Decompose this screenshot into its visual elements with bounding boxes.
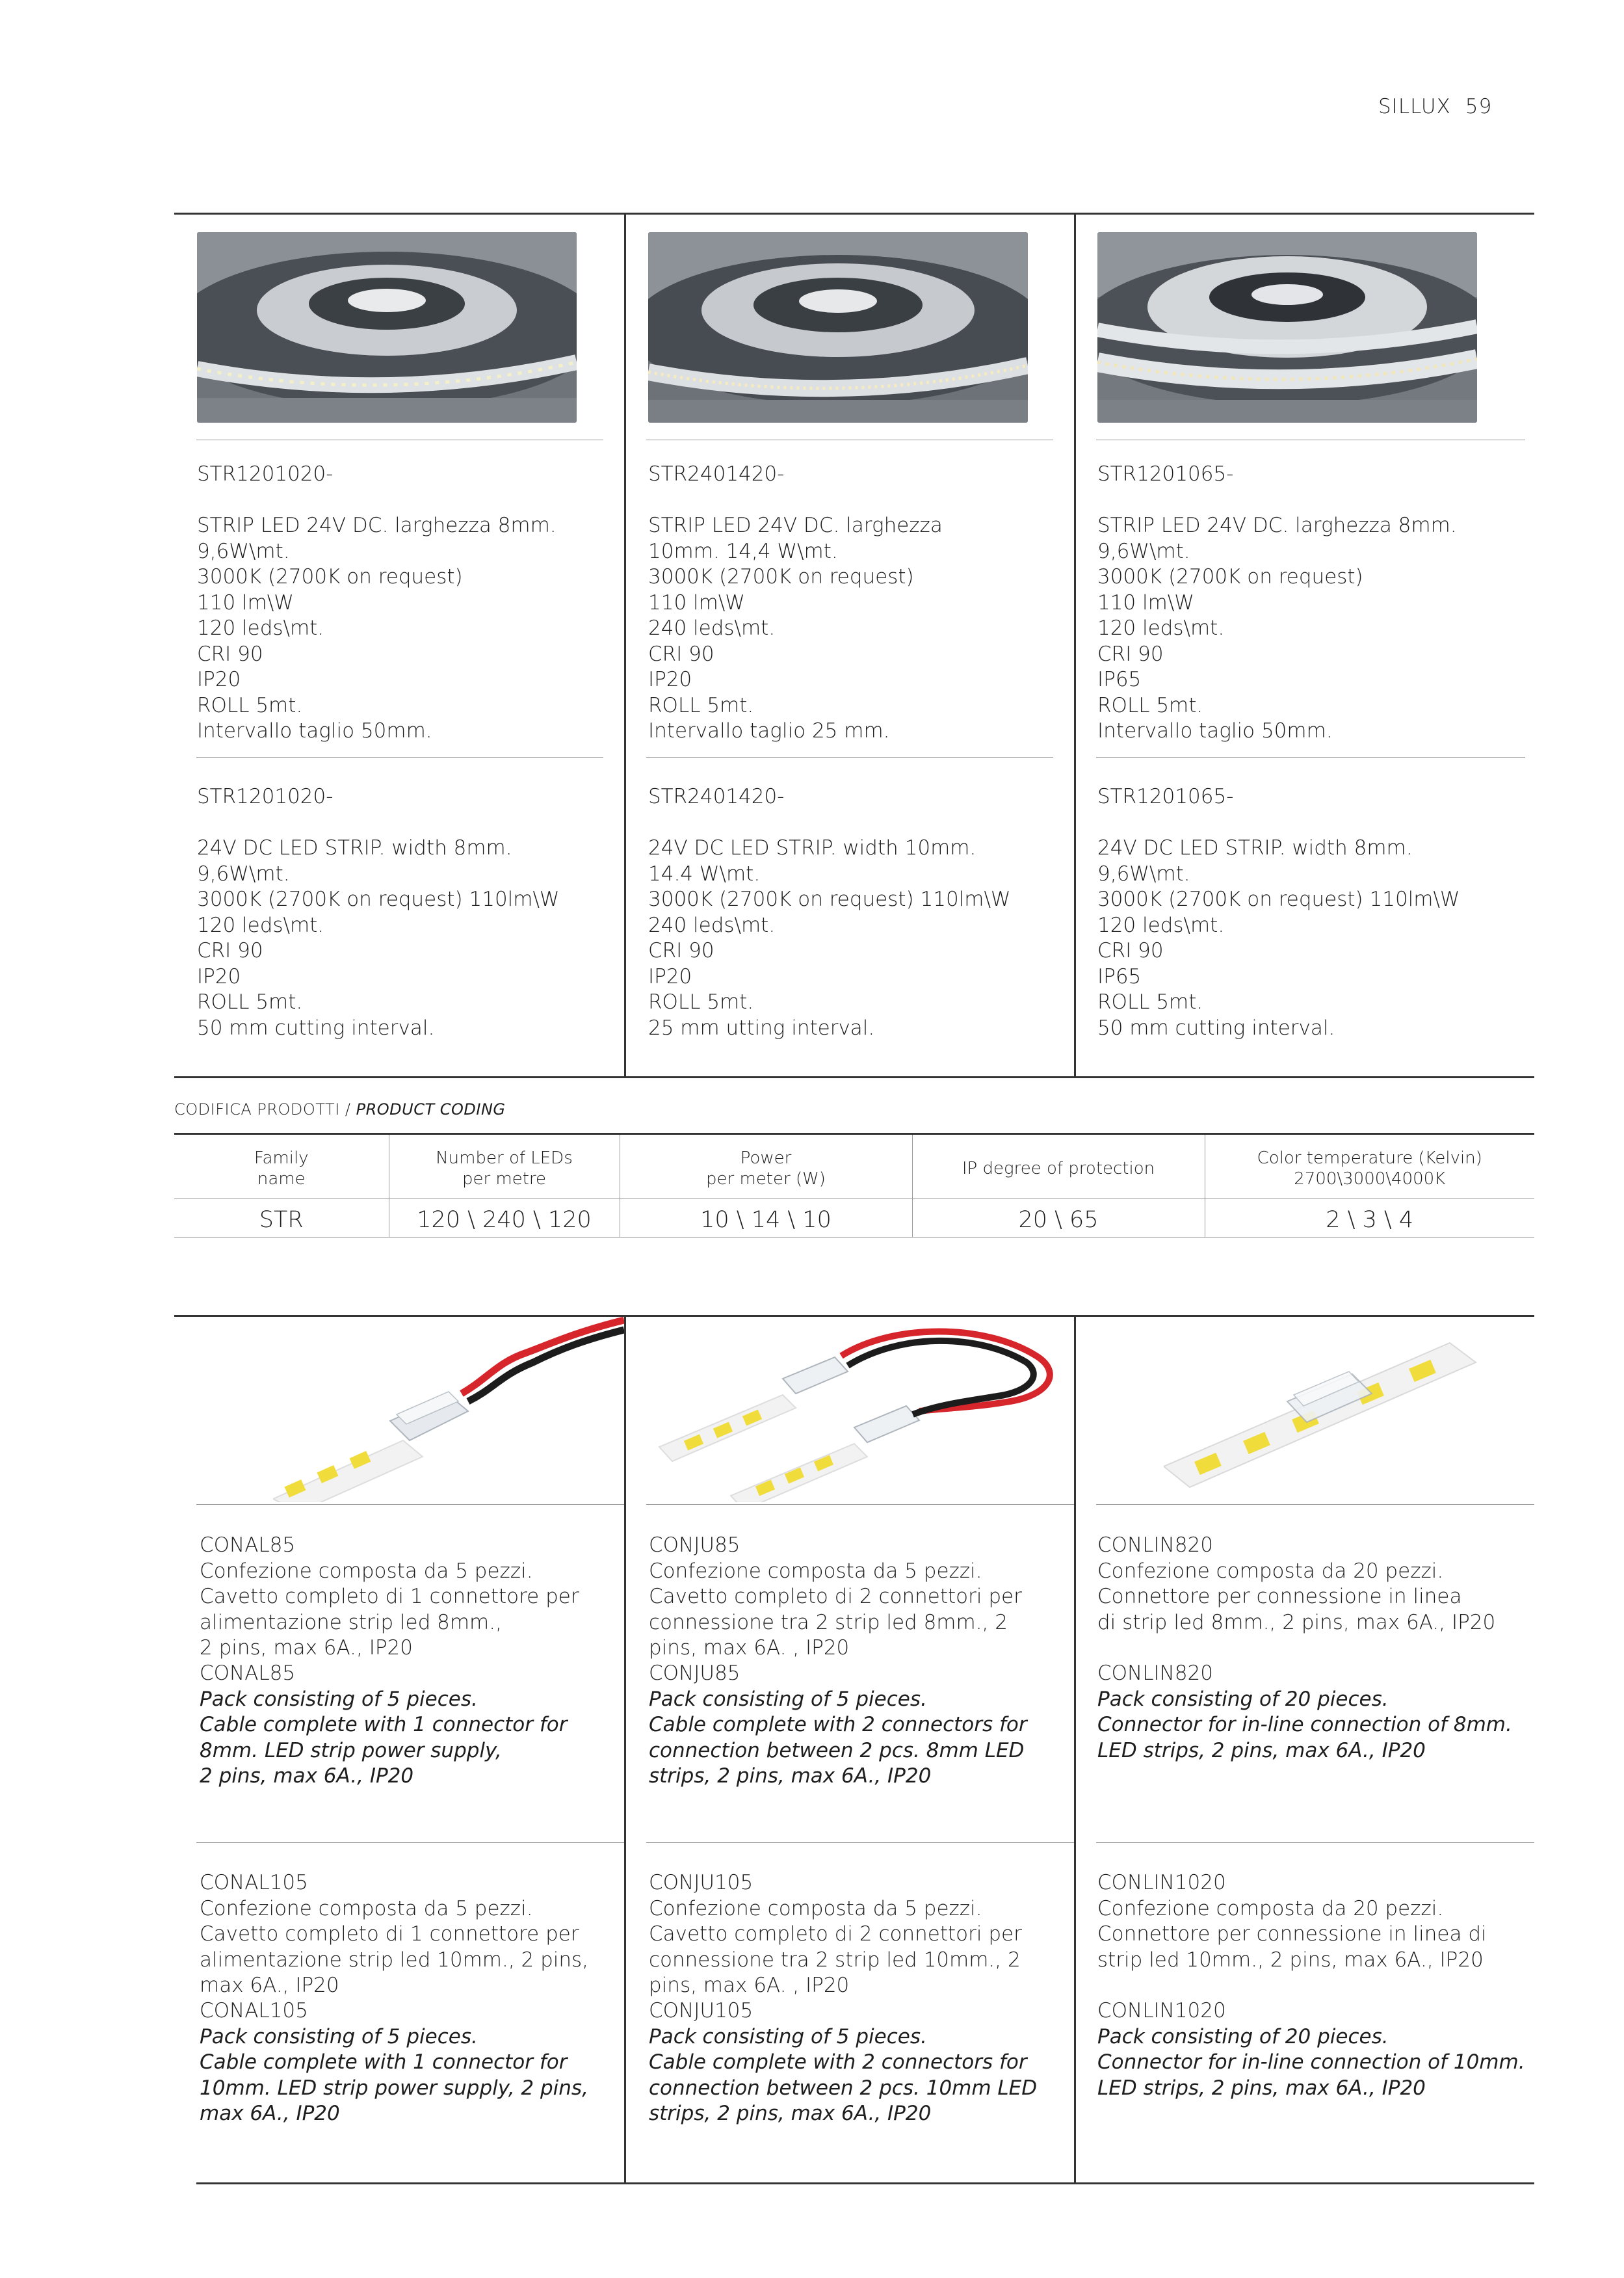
connector-block	[649, 1533, 1065, 1662]
connector-block	[1097, 1533, 1533, 1636]
product-description-en: 24V DC LED STRIP. width 8mm. 9,6W\mt. 3000K (2700K on request) 110lm\W 120 leds\mt. CRI 90 IP65 ROLL 5mt. 50 mm cutting interval.	[1097, 836, 1460, 1040]
product-coding-table	[174, 1133, 1534, 1238]
coding-header-ip: IP degree of protection	[912, 1134, 1205, 1199]
product-description-en: Pack consisting of 20 pieces. Connector for in-line connection of 10mm. LED strips, 2 pins, max 6A., IP20	[1097, 2024, 1525, 2100]
product-description-en: Pack consisting of 5 pieces. Cable complete with 1 connector for 10mm. LED strip power supply, 2 pins, max 6A., IP20	[200, 2024, 588, 2125]
product-coding-title	[174, 1100, 506, 1119]
connector-block	[649, 1661, 1065, 1790]
column-divider	[624, 213, 626, 1078]
product-code: CONLIN1020	[1097, 1871, 1226, 1894]
inline-connector-image	[1164, 1317, 1489, 1502]
product-code: CONAL105	[200, 1999, 308, 2022]
product-description-it: Confezione composta da 5 pezzi. Cavetto completo di 2 connettori per connessione tra 2 strip led 8mm., 2 pins, max 6A. , IP20	[649, 1559, 1022, 1660]
product-description-it: Confezione composta da 20 pezzi. Connettore per connessione in linea di strip led 8mm., 2 pins, max 6A., IP20	[1097, 1559, 1496, 1634]
product-description-en: 24V DC LED STRIP. width 8mm. 9,6W\mt. 3000K (2700K on request) 110lm\W 120 leds\mt. CRI 90 IP20 ROLL 5mt. 50 mm cutting interval.	[197, 836, 560, 1040]
strip-section-bottom-rule	[174, 1076, 1534, 1078]
divider	[196, 757, 603, 758]
connector-block	[200, 1533, 616, 1662]
product-code: CONAL85	[200, 1662, 296, 1685]
product-code: CONLIN820	[1097, 1533, 1214, 1557]
coding-value-family: STR	[174, 1199, 389, 1238]
led-strip-reel-photo	[648, 232, 1028, 423]
brand-name: SILLUX	[1378, 95, 1451, 118]
led-strip-reel-photo	[1097, 232, 1477, 423]
coding-header-power: Power per meter (W)	[620, 1134, 912, 1199]
product-description-it: STRIP LED 24V DC. larghezza 8mm. 9,6W\mt. 3000K (2700K on request) 110 lm\W 120 leds\mt. CRI 90 IP20 ROLL 5mt. Intervallo taglio 50mm.	[197, 514, 557, 743]
coding-value-leds: 120 \ 240 \ 120	[389, 1199, 620, 1238]
page-number: 59	[1465, 95, 1493, 118]
product-code: CONLIN1020	[1097, 1999, 1226, 2022]
product-code: STR1201020-	[197, 785, 334, 808]
product-description-it: STRIP LED 24V DC. larghezza 8mm. 9,6W\mt. 3000K (2700K on request) 110 lm\W 120 leds\mt. CRI 90 IP65 ROLL 5mt. Intervallo taglio 50mm.	[1097, 514, 1457, 743]
product-code: STR1201065-	[1097, 785, 1234, 808]
connector-block	[200, 1998, 616, 2127]
divider	[646, 757, 1053, 758]
divider	[196, 1842, 624, 1843]
product-code: CONJU105	[649, 1999, 753, 2022]
coding-value-power: 10 \ 14 \ 10	[620, 1199, 912, 1238]
column-divider	[1074, 1315, 1076, 2184]
coding-header-family: Family name	[174, 1134, 389, 1199]
product-description-en: Pack consisting of 5 pieces. Cable complete with 2 connectors for connection between 2 pcs. 10mm LED strips, 2 pins, max 6A., IP20	[649, 2024, 1038, 2125]
connector-block	[649, 1998, 1065, 2127]
coding-header-leds: Number of LEDs per metre	[389, 1134, 620, 1199]
connector-block	[1097, 1998, 1533, 2101]
connector-block	[1097, 1870, 1533, 1973]
column-divider	[1074, 213, 1076, 1078]
coding-header-row	[174, 1134, 1534, 1199]
product-description-it: Confezione composta da 20 pezzi. Connettore per connessione in linea di strip led 10mm., 2 pins, max 6A., IP20	[1097, 1896, 1487, 1972]
divider	[646, 1842, 1074, 1843]
product-description-it: STRIP LED 24V DC. larghezza 10mm. 14,4 W\mt. 3000K (2700K on request) 110 lm\W 240 leds\mt. CRI 90 IP20 ROLL 5mt. Intervallo taglio 25 mm.	[648, 514, 943, 743]
connector-block	[649, 1870, 1065, 1999]
connector-block	[200, 1870, 616, 1999]
product-description-it: Confezione composta da 5 pezzi. Cavetto completo di 1 connettore per alimentazione strip led 8mm., 2 pins, max 6A., IP20	[200, 1559, 579, 1660]
product-description-it: Confezione composta da 5 pezzi. Cavetto completo di 1 connettore per alimentazione strip led 10mm., 2 pins, max 6A., IP20	[200, 1896, 589, 1997]
product-code: STR1201020-	[197, 462, 334, 486]
product-description-en: Pack consisting of 20 pieces. Connector for in-line connection of 8mm. LED strips, 2 pins, max 6A., IP20	[1097, 1687, 1512, 1762]
connector-block	[1097, 1661, 1533, 1764]
divider	[1096, 757, 1525, 758]
strip-section-top-rule	[174, 213, 1534, 215]
coding-header-color-temp: Color temperature (Kelvin) 2700\3000\4000K	[1205, 1134, 1534, 1199]
product-code: CONJU85	[649, 1662, 740, 1685]
divider	[196, 1504, 624, 1505]
column-divider	[624, 1315, 626, 2184]
led-strip-reel-photo	[197, 232, 577, 423]
coding-title-en: PRODUCT CODING	[356, 1100, 506, 1119]
power-connector-image	[273, 1317, 624, 1502]
connector-section-bottom-rule	[196, 2182, 1534, 2184]
product-code: STR2401420-	[648, 785, 785, 808]
coding-value-color-temp: 2 \ 3 \ 4	[1205, 1199, 1534, 1238]
coding-title-it: CODIFICA PRODOTTI /	[174, 1100, 356, 1119]
connector-block	[200, 1661, 616, 1790]
product-code: CONLIN820	[1097, 1662, 1214, 1685]
divider	[646, 1504, 1074, 1505]
product-code: CONAL105	[200, 1871, 308, 1894]
product-description-en: Pack consisting of 5 pieces. Cable complete with 1 connector for 8mm. LED strip power supply, 2 pins, max 6A., IP20	[200, 1687, 568, 1788]
product-description-it: Confezione composta da 5 pezzi. Cavetto completo di 2 connettori per connessione tra 2 strip led 10mm., 2 pins, max 6A. , IP20	[649, 1896, 1022, 1997]
product-code: CONJU85	[649, 1533, 740, 1557]
divider	[1096, 1504, 1534, 1505]
product-description-en: Pack consisting of 5 pieces. Cable complete with 2 connectors for connection between 2 pcs. 8mm LED strips, 2 pins, max 6A., IP20	[649, 1687, 1027, 1788]
product-description-en: 24V DC LED STRIP. width 10mm. 14.4 W\mt. 3000K (2700K on request) 110lm\W 240 leds\mt. CRI 90 IP20 ROLL 5mt. 25 mm utting interval.	[648, 836, 1011, 1040]
product-code: CONJU105	[649, 1871, 753, 1894]
junction-connector-image	[646, 1317, 1056, 1502]
page-header	[1378, 95, 1534, 118]
product-code: STR1201065-	[1097, 462, 1234, 486]
product-code: CONAL85	[200, 1533, 296, 1557]
coding-value-ip: 20 \ 65	[912, 1199, 1205, 1238]
divider	[1096, 1842, 1534, 1843]
coding-value-row	[174, 1199, 1534, 1238]
product-code: STR2401420-	[648, 462, 785, 486]
